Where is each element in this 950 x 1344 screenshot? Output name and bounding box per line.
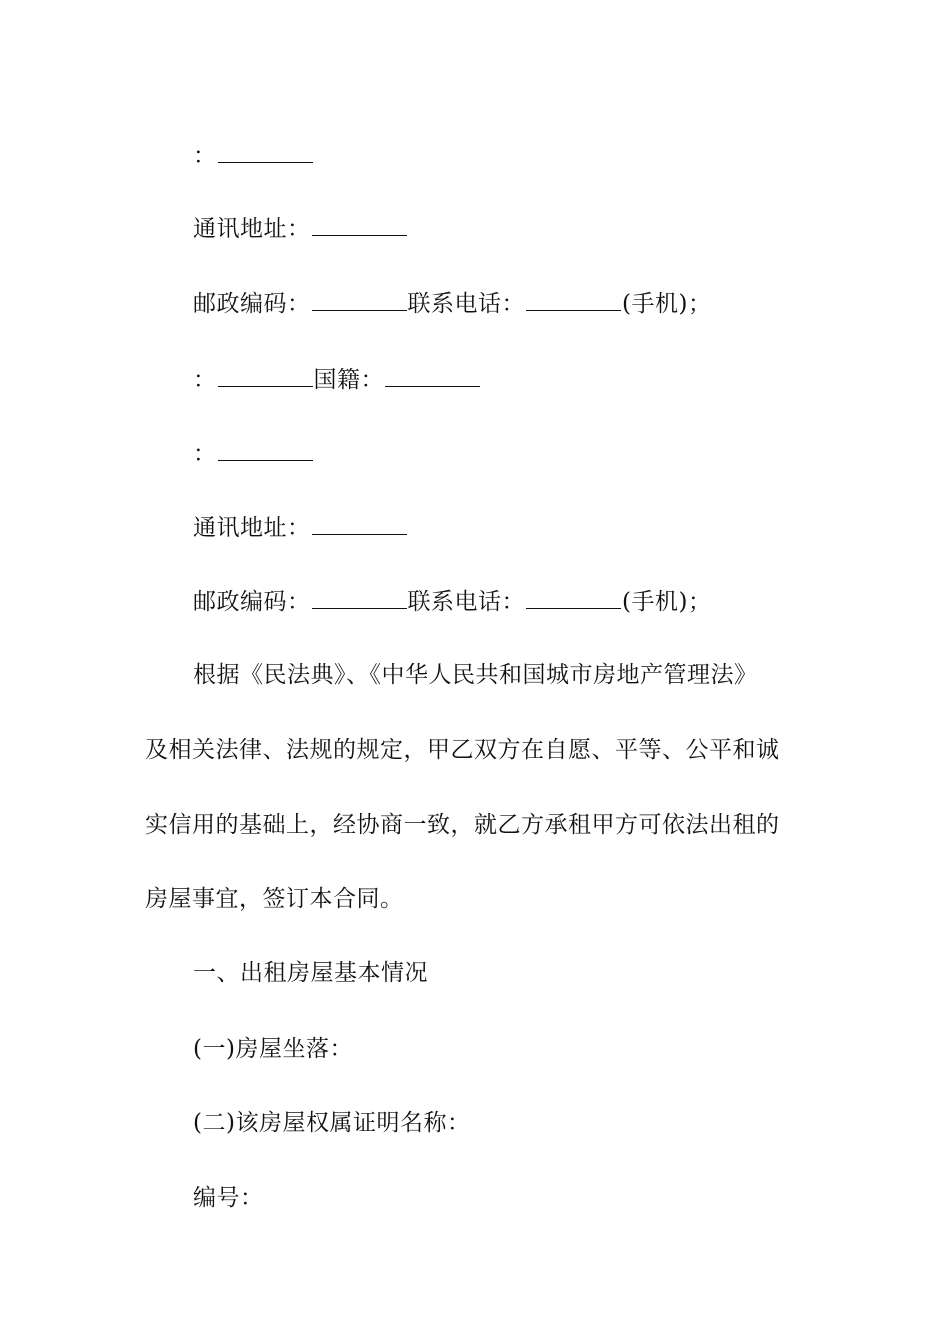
blank-field: [312, 290, 407, 311]
blank-field: [218, 142, 313, 163]
blank-field: [312, 215, 407, 236]
nationality-label: 国籍：: [313, 367, 384, 393]
preamble-line-1: 根据《民法典》、《中华人民共和国城市房地产管理法》: [193, 662, 758, 688]
blank-field: [218, 440, 313, 461]
party-b-id-label: ：: [193, 441, 217, 467]
preamble-line-3: 实信用的基础上，经协商一致，就乙方承租甲方可依法出租的: [145, 812, 780, 838]
party-b-address-line: [0, 513, 950, 543]
postcode-label: 邮政编码：: [193, 589, 311, 615]
party-a-id-label: ：: [193, 143, 217, 169]
address-label: 通讯地址：: [193, 515, 311, 541]
section-item-certificate: (二)该房屋权属证明名称：: [193, 1110, 471, 1136]
phone-label: 联系电话：: [407, 291, 525, 317]
mobile-note: (手机)；: [622, 291, 712, 317]
blank-field: [526, 290, 621, 311]
party-a-contact-line: [0, 289, 950, 319]
blank-field: [312, 588, 407, 609]
party-b-contact-line: [0, 587, 950, 617]
mobile-note: (手机)；: [622, 589, 712, 615]
blank-field: [218, 366, 313, 387]
party-b-id-line: [0, 439, 950, 469]
party-a-address-line: [0, 214, 950, 244]
postcode-label: 邮政编码：: [193, 291, 311, 317]
blank-field: [526, 588, 621, 609]
section-item-location: (一)房屋坐落：: [193, 1036, 353, 1062]
party-b-name-label: ：: [193, 367, 217, 393]
blank-field: [385, 366, 480, 387]
preamble-line-4: 房屋事宜，签订本合同。: [145, 886, 404, 912]
party-a-id-line: [0, 141, 950, 171]
preamble-line-2: 及相关法律、法规的规定，甲乙双方在自愿、平等、公平和诚: [145, 737, 780, 763]
blank-field: [312, 514, 407, 535]
address-label: 通讯地址：: [193, 216, 311, 242]
party-b-name-line: [0, 365, 950, 395]
section-heading: 一、出租房屋基本情况: [193, 960, 428, 986]
section-item-number: 编号：: [193, 1185, 264, 1211]
phone-label: 联系电话：: [407, 589, 525, 615]
